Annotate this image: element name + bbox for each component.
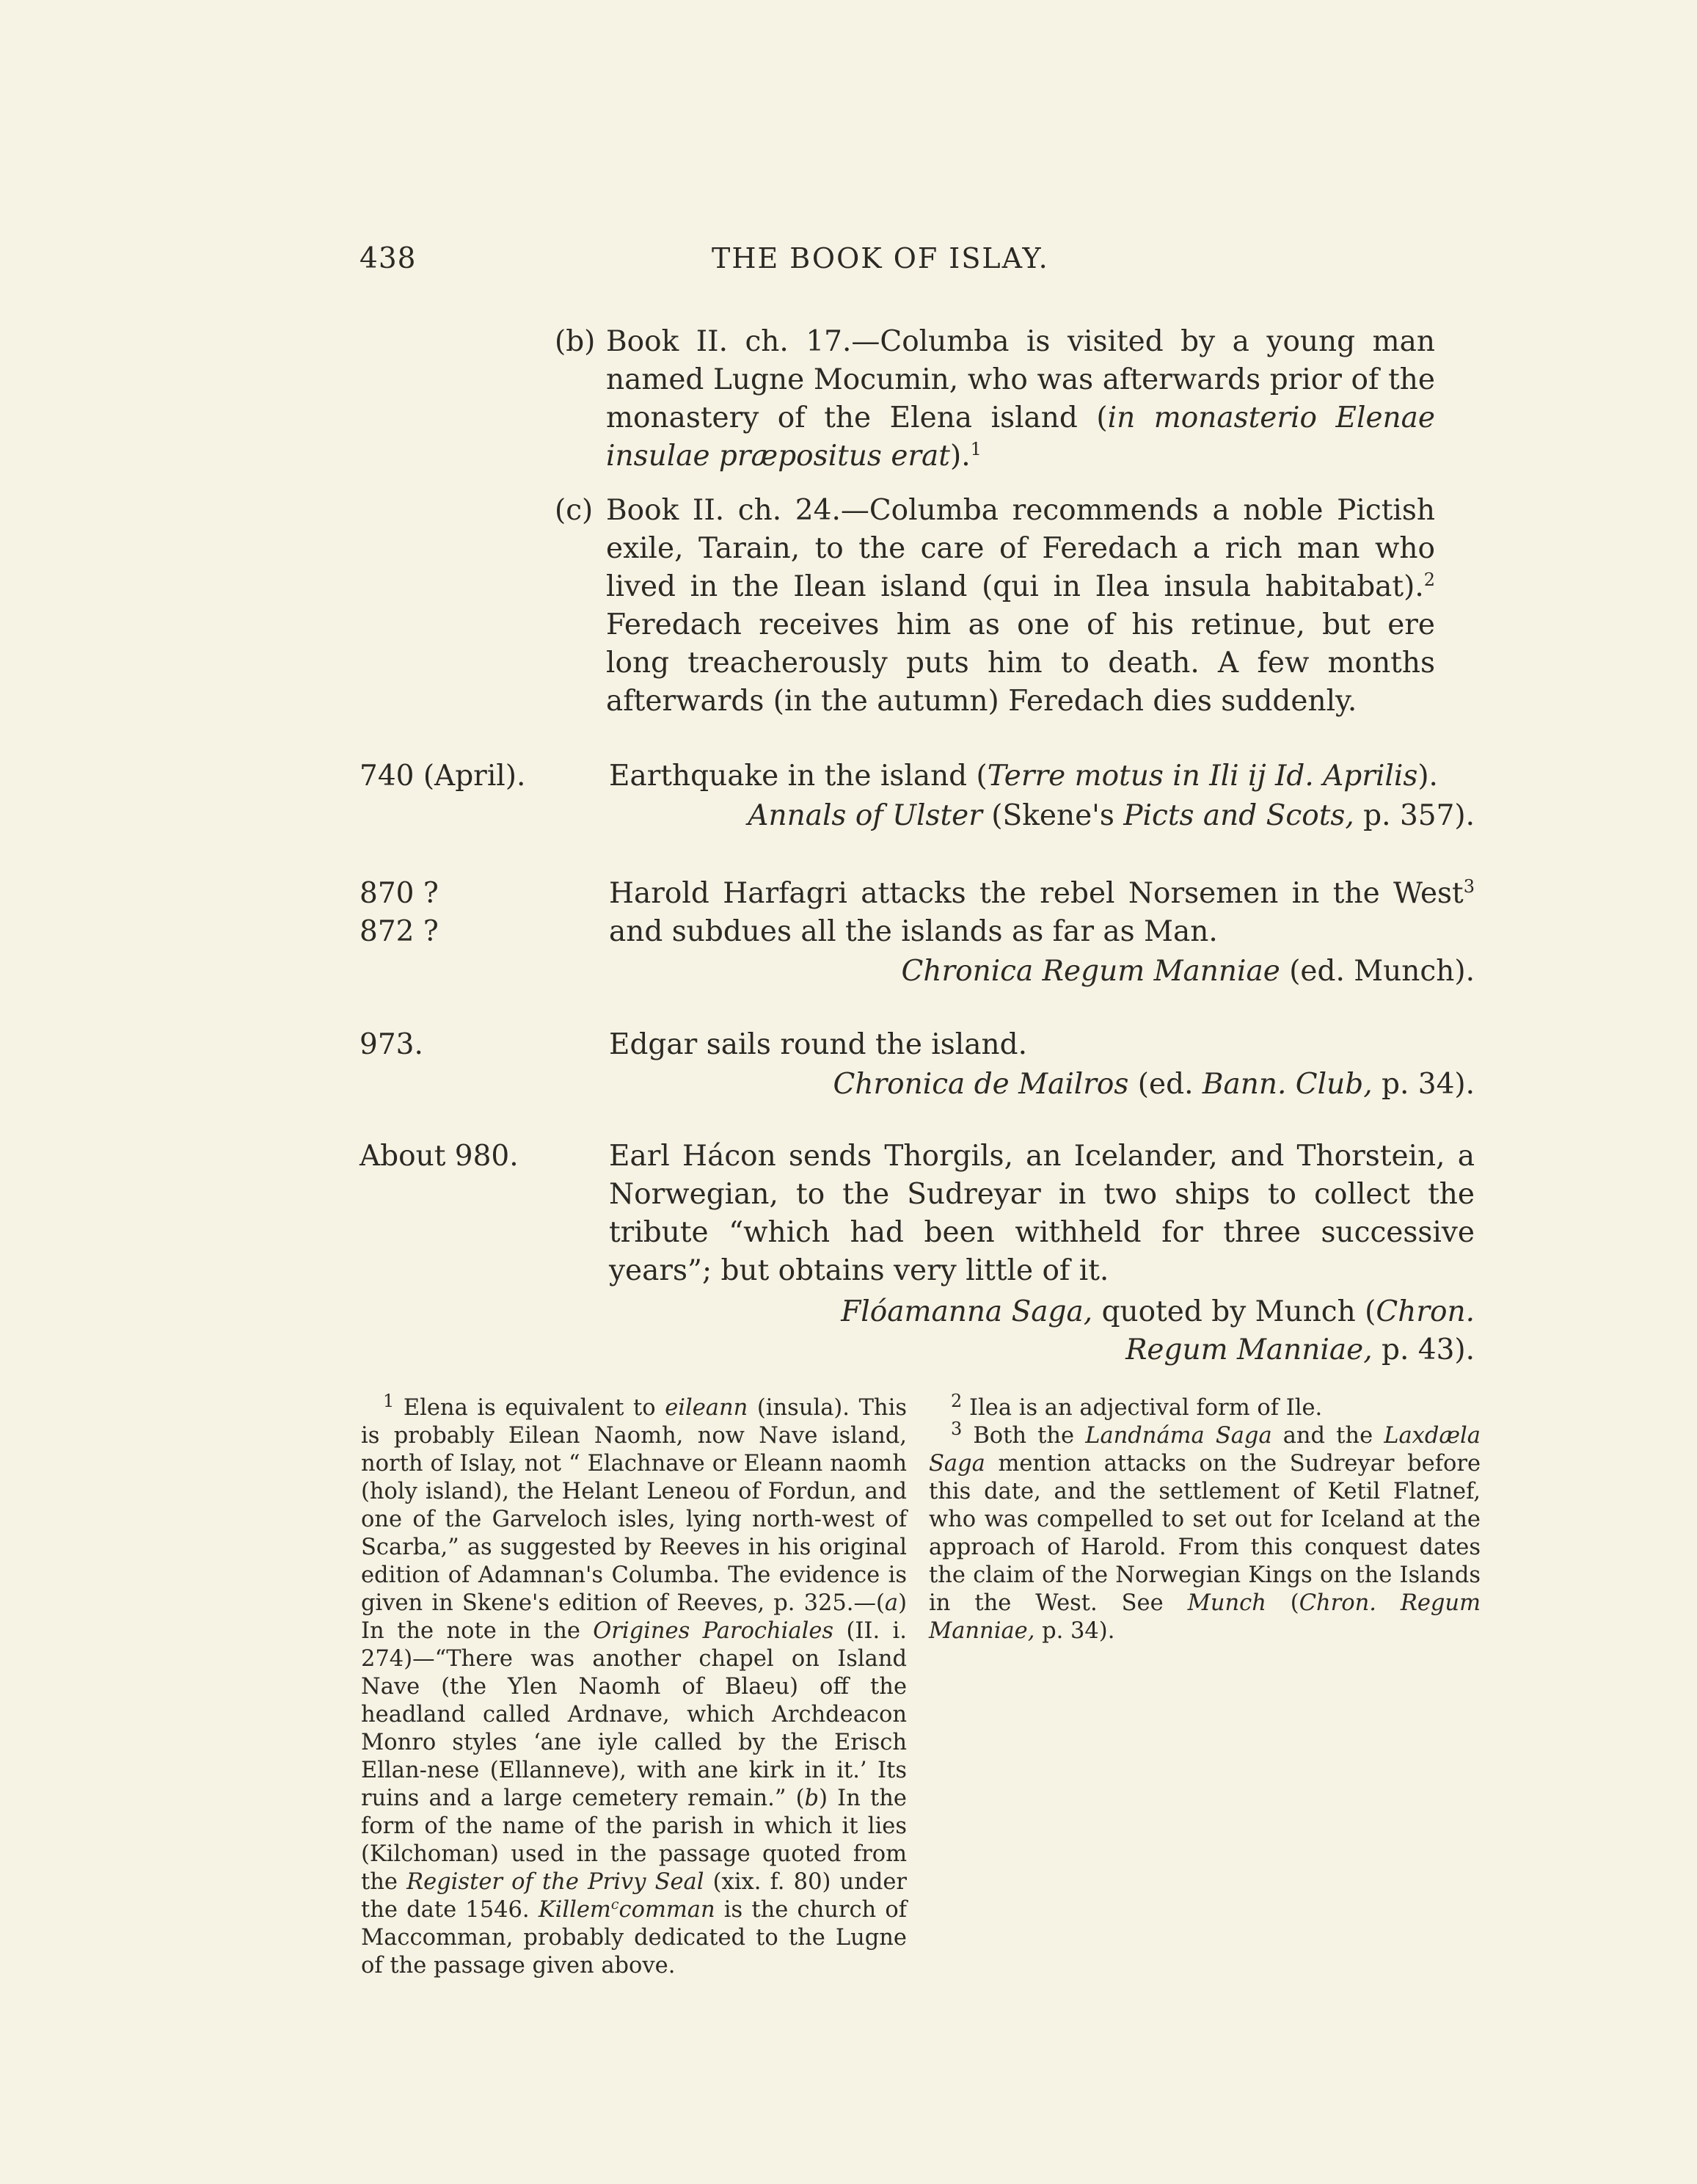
fn1-italic-1: eileann <box>665 1395 748 1421</box>
source-980 <box>609 1293 1475 1369</box>
footnote-3 <box>929 1418 1481 1645</box>
page-number: 438 <box>360 242 417 275</box>
footnote-ref-2: 2 <box>1423 569 1435 590</box>
fn3-italic-3: Munch <box>1187 1590 1266 1616</box>
fn3-text-4: ( <box>1266 1590 1299 1616</box>
fn1-italic-4: b <box>804 1786 820 1811</box>
footnote-2-number: 2 <box>951 1390 963 1411</box>
fn3-text-1: Both the <box>962 1423 1086 1449</box>
fn1-text-4: (II. i. 274)—“There was another chapel on Island Nave (the Ylen Naomh of Blaeu) off the headland called Ardnave, which Archdeacon Monro styles ‘ane iyle called by the Erisch Ellan-nese (Ellanneve), with ane kirk in it.’ Its ruins and a large cemetery remain.” ( <box>361 1618 907 1811</box>
fn1-italic-3: Origines Parochiales <box>593 1618 834 1644</box>
source-973-club: Bann. Club, <box>1202 1068 1373 1101</box>
source-973 <box>609 1066 1475 1104</box>
footnote-2 <box>929 1390 1481 1422</box>
fn1-italic-6a: Killem <box>538 1897 611 1923</box>
source-980-title: Flóamanna Saga, <box>841 1295 1093 1328</box>
fn1-text-6: (xix. f. 80) under the date 1546. <box>361 1869 907 1923</box>
fn1-italic-2: a <box>884 1590 899 1616</box>
source-740-text: (Skene's <box>982 799 1124 832</box>
source-973-text: (ed. <box>1128 1068 1203 1101</box>
fn1-text-7: is the church of Maccomman, probably dedicated to the Lugne of the passage given above. <box>361 1897 907 1979</box>
fn1-text-1: Elena is equivalent to <box>394 1395 665 1421</box>
date-980: About 980. <box>360 1140 519 1173</box>
entry-870 <box>609 875 1475 951</box>
page-header <box>360 242 1506 286</box>
date-872: 872 ? <box>360 915 439 948</box>
source-870 <box>609 953 1475 991</box>
entry-b <box>555 323 1435 476</box>
entry-740-latin: Terre motus in Ili ij Id. Aprilis <box>987 760 1418 793</box>
date-973: 973. <box>360 1028 423 1061</box>
source-740-page: p. 357). <box>1354 799 1475 832</box>
fn3-italic-2: Laxdæla Saga <box>929 1423 1481 1477</box>
footnote-3-number: 3 <box>951 1418 963 1439</box>
fn1-italic-6b: comman <box>618 1897 715 1923</box>
entry-c-text: Book II. ch. 24.—Columba recommends a noble Pictish exile, Tarain, to the care of Feredach a rich man who lived in the Ilean island (qui in Ilea insula habitabat). <box>606 494 1435 603</box>
date-740: 740 (April). <box>360 760 526 793</box>
fn1-text-5: ) In the form of the name of the parish in which it lies (Kilchoman) used in the passage quoted from the <box>361 1786 907 1895</box>
source-740-title: Annals of Ulster <box>748 799 982 832</box>
entry-c-text-cont: Feredach receives him as one of his retinue, but ere long treacherously puts him to death. A few months afterwards (in the autumn) Feredach dies suddenly. <box>606 608 1435 718</box>
entry-973-text: Edgar sails round the island. <box>609 1028 1027 1061</box>
date-870: 870 ? <box>360 877 439 910</box>
footnote-ref-1: 1 <box>970 439 982 459</box>
fn1-text-2: (insula). This is probably Eilean Naomh, now Nave island, north of Islay, not “ Elachnave or Eleann naomh (holy island), the Helant Leneou of Fordun, and one of the Garveloch isles, lying north-west of Scarba,” as suggested by Reeves in his original edition of Adamnan's Columba. The evidence is given in Skene's edition of Reeves, p. 325.—( <box>361 1395 907 1616</box>
entry-c <box>555 492 1435 721</box>
fn3-text-3: mention attacks on the Sudreyar before this date, and the settlement of Ketil Flatnef, who was compelled to set out for Iceland at the approach of Harold. From this conquest dates the claim of the Norwegian Kings on the Islands in the West. See <box>929 1451 1481 1616</box>
fn2-text: Ilea is an adjectival form of Ile. <box>962 1395 1323 1421</box>
source-870-text: (ed. Munch). <box>1280 955 1475 988</box>
source-980-page: p. 43). <box>1372 1333 1475 1366</box>
footnote-1-number: 1 <box>383 1390 395 1411</box>
entry-label-b: (b) <box>555 325 596 358</box>
source-973-title: Chronica de Mailros <box>833 1068 1129 1101</box>
entry-label-c: (c) <box>555 494 594 527</box>
entry-870-text: Harold Harfagri attacks the rebel Norsemen in the West <box>609 877 1464 910</box>
source-740 <box>609 797 1475 835</box>
fn3-italic-1: Landnáma Saga <box>1085 1423 1272 1449</box>
fn3-text-2: and the <box>1271 1423 1384 1449</box>
fn3-text-5: p. 34). <box>1034 1618 1115 1644</box>
entry-870-text-cont: and subdues all the islands as far as Man. <box>609 915 1218 948</box>
source-980-regum: Regum Manniae, <box>1125 1333 1373 1366</box>
source-870-title: Chronica Regum Manniae <box>901 955 1280 988</box>
footnote-ref-3: 3 <box>1463 876 1475 897</box>
fn3-italic-4: Chron. Regum Manniae, <box>929 1590 1481 1644</box>
entry-740-close: ). <box>1417 760 1438 793</box>
running-title: THE BOOK OF ISLAY. <box>712 242 1049 274</box>
footnote-1 <box>361 1390 907 1980</box>
entry-740 <box>609 757 1475 796</box>
fn1-text-3: ) In the note in the <box>361 1590 907 1644</box>
fn1-italic-5: Register of the Privy Seal <box>406 1869 704 1895</box>
source-740-work: Picts and Scots, <box>1123 799 1354 832</box>
entry-b-text: Book II. ch. 17.—Columba is visited by a young man named Lugne Mocumin, who was afterwards prior of the monastery of the Elena island ( <box>606 325 1435 434</box>
entry-b-close: ). <box>949 440 971 473</box>
entry-b-latin: in monasterio Elenae insulae præpositus erat <box>606 401 1435 473</box>
entry-980-text: Earl Hácon sends Thorgils, an Icelander, and Thorstein, a Norwegian, to the Sudreyar in two ships to collect the tribute “which had been withheld for three successive years”; but obtains very little of it. <box>609 1140 1475 1287</box>
fn1-italic-6sup: c <box>610 1896 619 1912</box>
footnote-column-right <box>929 1390 1481 1645</box>
source-980-chron: Chron. <box>1376 1295 1475 1328</box>
footnote-column-left <box>361 1390 907 1980</box>
entry-740-text: Earthquake in the island ( <box>609 760 988 793</box>
source-973-page: p. 34). <box>1372 1068 1475 1101</box>
source-980-text: quoted by Munch ( <box>1092 1295 1376 1328</box>
